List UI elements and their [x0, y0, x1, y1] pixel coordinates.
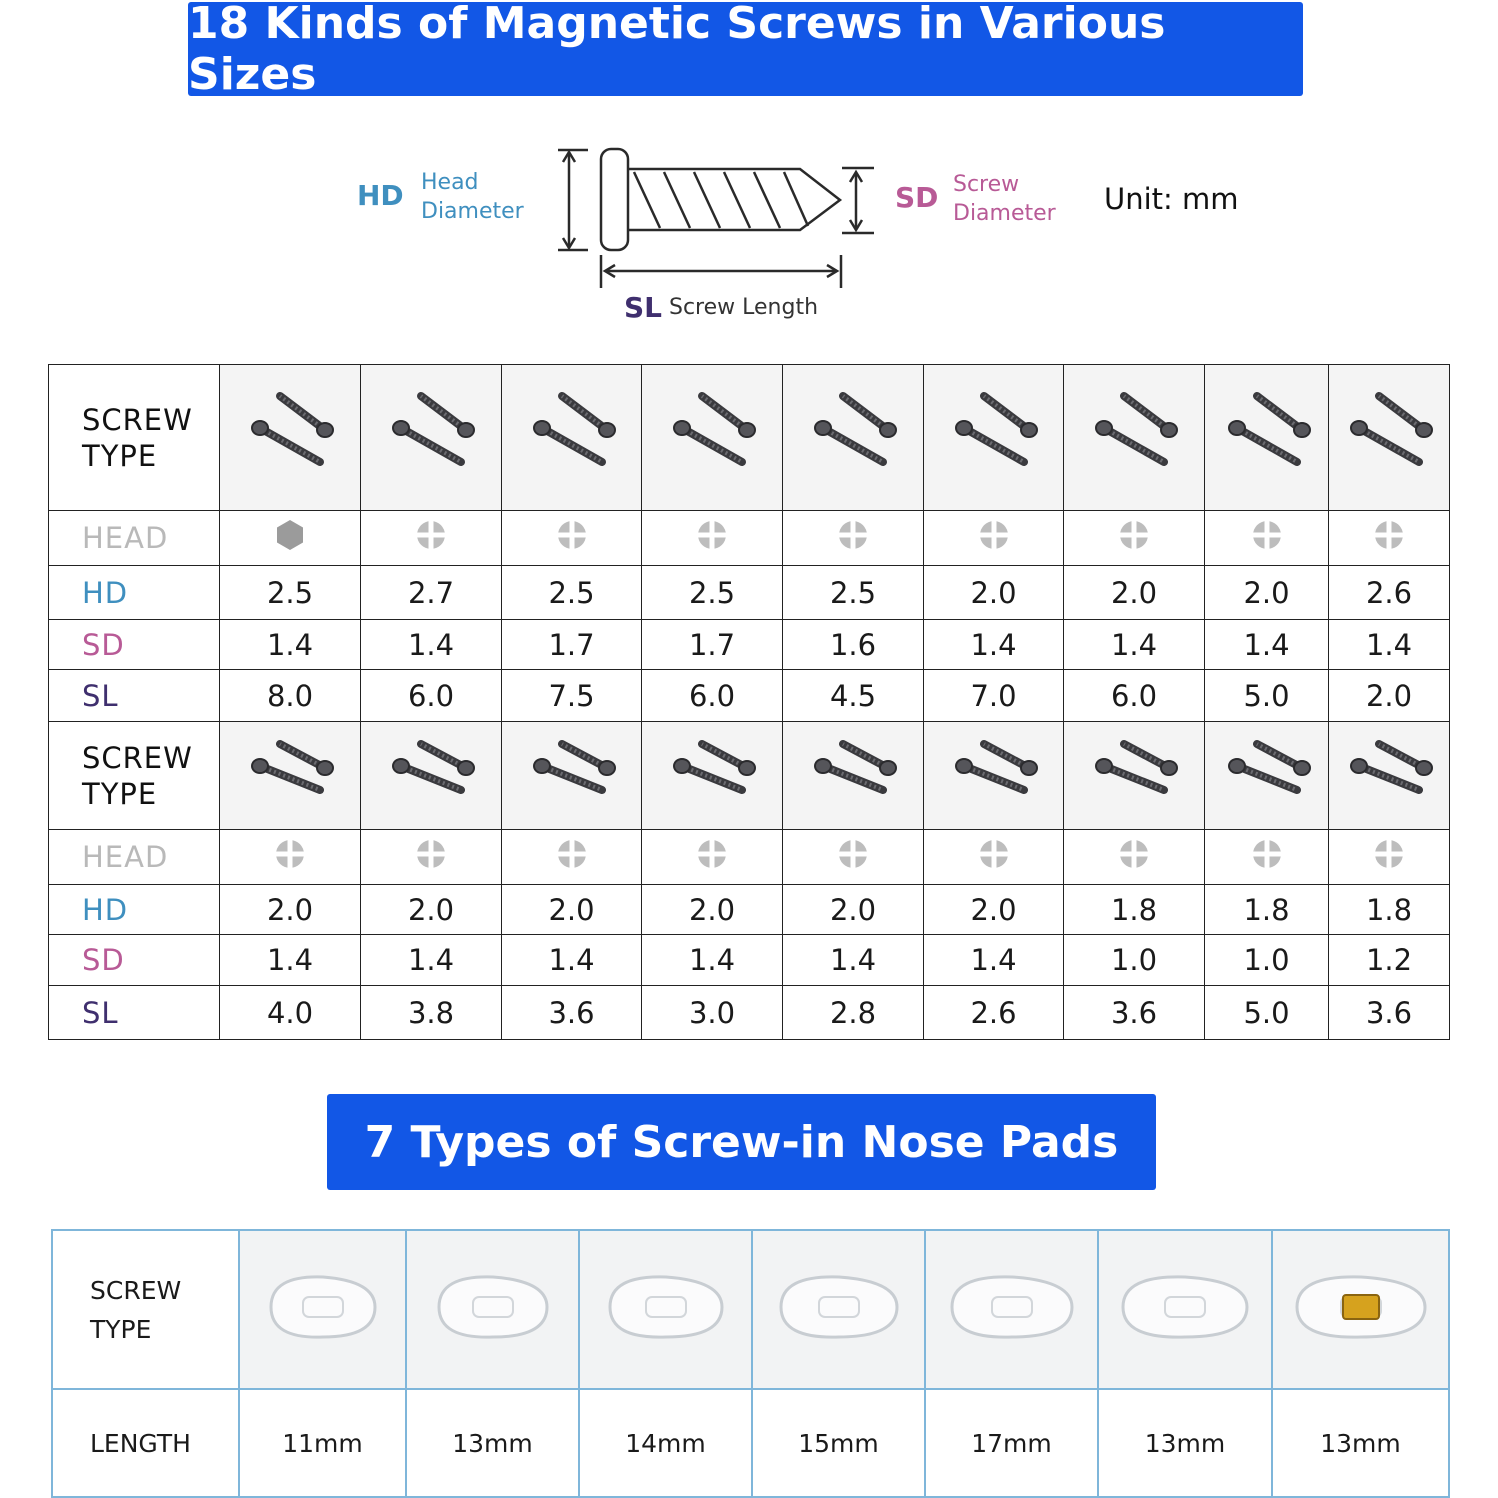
- screw-photo-icon: [1074, 366, 1194, 502]
- pad-length-value: 11mm: [239, 1389, 406, 1497]
- phillips-head-icon: [836, 837, 870, 871]
- screws-banner: 18 Kinds of Magnetic Screws in Various Sizes: [188, 2, 1303, 96]
- hd-value: 2.0: [924, 566, 1064, 620]
- screw-photo-icon: [1329, 723, 1449, 821]
- screw-image-cell: [783, 365, 924, 511]
- hd-row: [49, 885, 1450, 935]
- hd-value: 2.5: [783, 566, 924, 620]
- screw-image-cell: [642, 722, 783, 830]
- sl-value: 7.5: [502, 670, 642, 722]
- phillips-head-icon: [1250, 837, 1284, 871]
- sd-value: 1.4: [1329, 620, 1450, 670]
- nose-pad-icon: [423, 1267, 563, 1347]
- nose-pad-image-cell: [752, 1230, 925, 1389]
- phillips-head-icon: [273, 837, 307, 871]
- sd-value: 1.4: [361, 620, 502, 670]
- phillips-head-icon: [1117, 837, 1151, 871]
- sd-row: [49, 935, 1450, 986]
- sl-label: SL: [49, 670, 220, 722]
- nose-pad-image-cell: [925, 1230, 1098, 1389]
- screw-photo-icon: [230, 723, 350, 821]
- hd-value: 2.7: [361, 566, 502, 620]
- sd-row: [49, 620, 1450, 670]
- head-cell: [1064, 830, 1205, 885]
- hd-desc-2: Diameter: [421, 199, 524, 224]
- screw-photo-icon: [652, 723, 772, 821]
- sl-value: 2.8: [783, 986, 924, 1040]
- screw-image-cell: [1064, 365, 1205, 511]
- phillips-head-icon: [414, 518, 448, 552]
- unit-label: Unit: mm: [1104, 182, 1239, 216]
- sl-value: 3.6: [502, 986, 642, 1040]
- phillips-head-icon: [695, 518, 729, 552]
- screw-image-cell: [220, 365, 361, 511]
- hd-desc-1: Head: [421, 170, 479, 195]
- screw-image-cell: [1205, 722, 1329, 830]
- sl-value: 8.0: [220, 670, 361, 722]
- hd-value: 1.8: [1329, 885, 1450, 935]
- screw-image-cell: [361, 722, 502, 830]
- phillips-head-icon: [555, 518, 589, 552]
- nose-pad-image-cell: [1098, 1230, 1272, 1389]
- pad-length-value: 13mm: [1272, 1389, 1449, 1497]
- nose-pad-image-cell: [579, 1230, 752, 1389]
- phillips-head-icon: [555, 837, 589, 871]
- screw-photo-icon: [934, 366, 1054, 502]
- screw-type-row: [49, 365, 1450, 511]
- sl-value: 5.0: [1205, 670, 1329, 722]
- screw-type-line1: SCREW: [82, 740, 193, 775]
- sd-value: 1.4: [924, 935, 1064, 986]
- screw-image-cell: [502, 722, 642, 830]
- sl-value: 3.6: [1064, 986, 1205, 1040]
- sd-value: 1.2: [1329, 935, 1450, 986]
- screw-type-line2: TYPE: [82, 438, 158, 473]
- screw-photo-icon: [1074, 723, 1194, 821]
- phillips-head-icon: [1372, 837, 1406, 871]
- nose-pad-icon: [253, 1267, 393, 1347]
- screw-image-cell: [924, 365, 1064, 511]
- head-cell: [783, 830, 924, 885]
- sd-value: 1.4: [924, 620, 1064, 670]
- screw-image-cell: [924, 722, 1064, 830]
- nose-pad-icon: [942, 1267, 1082, 1347]
- head-cell: [924, 830, 1064, 885]
- head-cell: [220, 830, 361, 885]
- hd-value: 2.5: [220, 566, 361, 620]
- length-label: LENGTH: [52, 1389, 239, 1497]
- pad-length-value: 14mm: [579, 1389, 752, 1497]
- head-cell: [502, 511, 642, 566]
- screw-image-cell: [1329, 365, 1450, 511]
- head-row: [49, 830, 1450, 885]
- head-cell: [1205, 830, 1329, 885]
- hd-value: 2.0: [361, 885, 502, 935]
- sl-desc: Screw Length: [669, 295, 819, 320]
- phillips-head-icon: [1117, 518, 1151, 552]
- sd-value: 1.0: [1064, 935, 1205, 986]
- sl-value: 6.0: [1064, 670, 1205, 722]
- pad-length-row: [52, 1389, 1449, 1497]
- screw-image-cell: [502, 365, 642, 511]
- nose-pad-image-cell: [1272, 1230, 1449, 1389]
- screw-image-cell: [361, 365, 502, 511]
- head-cell: [220, 511, 361, 566]
- hd-value: 2.0: [1205, 566, 1329, 620]
- hd-label: HD: [49, 566, 220, 620]
- sd-abbr: SD: [895, 181, 939, 214]
- pad-length-value: 15mm: [752, 1389, 925, 1497]
- nose-pad-image-cell: [239, 1230, 406, 1389]
- hd-value: 1.8: [1064, 885, 1205, 935]
- hd-value: 2.0: [1064, 566, 1205, 620]
- head-cell: [783, 511, 924, 566]
- hd-row: [49, 566, 1450, 620]
- screw-image-cell: [1329, 722, 1450, 830]
- nose-pad-icon: [769, 1267, 909, 1347]
- sd-value: 1.4: [502, 935, 642, 986]
- hd-value: 2.0: [783, 885, 924, 935]
- phillips-head-icon: [836, 518, 870, 552]
- sd-label: SD: [49, 935, 220, 986]
- screw-photo-icon: [793, 723, 913, 821]
- nose-pad-icon: [1115, 1267, 1255, 1347]
- phillips-head-icon: [695, 837, 729, 871]
- pad-length-value: 13mm: [406, 1389, 579, 1497]
- sl-value: 2.0: [1329, 670, 1450, 722]
- head-cell: [1064, 511, 1205, 566]
- pad-type-header: [52, 1230, 239, 1389]
- sl-value: 3.0: [642, 986, 783, 1040]
- sd-value: 1.4: [220, 620, 361, 670]
- screw-type-header: [49, 365, 220, 511]
- sl-value: 5.0: [1205, 986, 1329, 1040]
- head-cell: [1205, 511, 1329, 566]
- nose-pads-banner: 7 Types of Screw-in Nose Pads: [327, 1094, 1156, 1190]
- screw-image-cell: [1064, 722, 1205, 830]
- head-cell: [1329, 830, 1450, 885]
- hd-value: 2.5: [502, 566, 642, 620]
- head-cell: [361, 830, 502, 885]
- sl-value: 2.6: [924, 986, 1064, 1040]
- head-cell: [502, 830, 642, 885]
- sd-label: SD: [49, 620, 220, 670]
- pad-type-line2: TYPE: [90, 1314, 152, 1344]
- screw-type-line1: SCREW: [82, 402, 193, 437]
- sl-value: 4.5: [783, 670, 924, 722]
- sl-abbr: SL: [624, 291, 663, 324]
- hd-value: 2.0: [220, 885, 361, 935]
- sd-value: 1.4: [220, 935, 361, 986]
- screw-photo-icon: [934, 723, 1054, 821]
- hd-abbr: HD: [357, 179, 404, 212]
- phillips-head-icon: [977, 518, 1011, 552]
- nose-pad-icon: [1291, 1267, 1431, 1347]
- screw-photo-icon: [512, 366, 632, 502]
- phillips-head-icon: [1250, 518, 1284, 552]
- screw-photo-icon: [793, 366, 913, 502]
- sd-value: 1.4: [642, 935, 783, 986]
- screw-photo-icon: [371, 723, 491, 821]
- screw-photo-icon: [371, 366, 491, 502]
- hd-value: 2.0: [924, 885, 1064, 935]
- hd-value: 1.8: [1205, 885, 1329, 935]
- sd-value: 1.7: [642, 620, 783, 670]
- phillips-head-icon: [1372, 518, 1406, 552]
- sd-value: 1.4: [361, 935, 502, 986]
- sd-value: 1.4: [783, 935, 924, 986]
- sd-value: 1.0: [1205, 935, 1329, 986]
- screw-diagram-icon: [550, 140, 880, 290]
- head-cell: [924, 511, 1064, 566]
- screw-type-line2: TYPE: [82, 776, 158, 811]
- hd-value: 2.0: [642, 885, 783, 935]
- screw-image-cell: [642, 365, 783, 511]
- sl-label: SL: [49, 986, 220, 1040]
- phillips-head-icon: [414, 837, 448, 871]
- screw-photo-icon: [1329, 366, 1449, 502]
- pad-type-line1: SCREW: [90, 1275, 182, 1305]
- sl-value: 3.6: [1329, 986, 1450, 1040]
- screw-photo-icon: [1207, 366, 1327, 502]
- sl-value: 4.0: [220, 986, 361, 1040]
- screw-image-cell: [783, 722, 924, 830]
- sd-value: 1.6: [783, 620, 924, 670]
- nose-pad-image-cell: [406, 1230, 579, 1389]
- sd-value: 1.7: [502, 620, 642, 670]
- sl-value: 6.0: [361, 670, 502, 722]
- pad-length-value: 17mm: [925, 1389, 1098, 1497]
- screw-photo-icon: [230, 366, 350, 502]
- phillips-head-icon: [977, 837, 1011, 871]
- head-label: HEAD: [49, 511, 220, 566]
- nose-pad-icon: [596, 1267, 736, 1347]
- head-row: [49, 511, 1450, 566]
- screw-type-header: [49, 722, 220, 830]
- sd-value: 1.4: [1205, 620, 1329, 670]
- pad-length-value: 13mm: [1098, 1389, 1272, 1497]
- screw-photo-icon: [1207, 723, 1327, 821]
- head-cell: [361, 511, 502, 566]
- hd-value: 2.6: [1329, 566, 1450, 620]
- screw-photo-icon: [652, 366, 772, 502]
- nose-pad-table: [51, 1229, 1450, 1498]
- sl-row: [49, 670, 1450, 722]
- head-label: HEAD: [49, 830, 220, 885]
- screw-spec-table: [48, 364, 1450, 1040]
- sl-value: 7.0: [924, 670, 1064, 722]
- head-cell: [1329, 511, 1450, 566]
- pad-type-row: [52, 1230, 1449, 1389]
- head-cell: [642, 830, 783, 885]
- hd-value: 2.5: [642, 566, 783, 620]
- sl-row: [49, 986, 1450, 1040]
- screw-photo-icon: [512, 723, 632, 821]
- hex-head-icon: [273, 518, 307, 552]
- screw-image-cell: [1205, 365, 1329, 511]
- hd-label: HD: [49, 885, 220, 935]
- head-cell: [642, 511, 783, 566]
- sl-value: 3.8: [361, 986, 502, 1040]
- sd-desc-2: Diameter: [953, 201, 1056, 226]
- sd-desc-1: Screw: [953, 172, 1020, 197]
- sd-value: 1.4: [1064, 620, 1205, 670]
- screw-type-row: [49, 722, 1450, 830]
- hd-value: 2.0: [502, 885, 642, 935]
- screw-image-cell: [220, 722, 361, 830]
- sl-value: 6.0: [642, 670, 783, 722]
